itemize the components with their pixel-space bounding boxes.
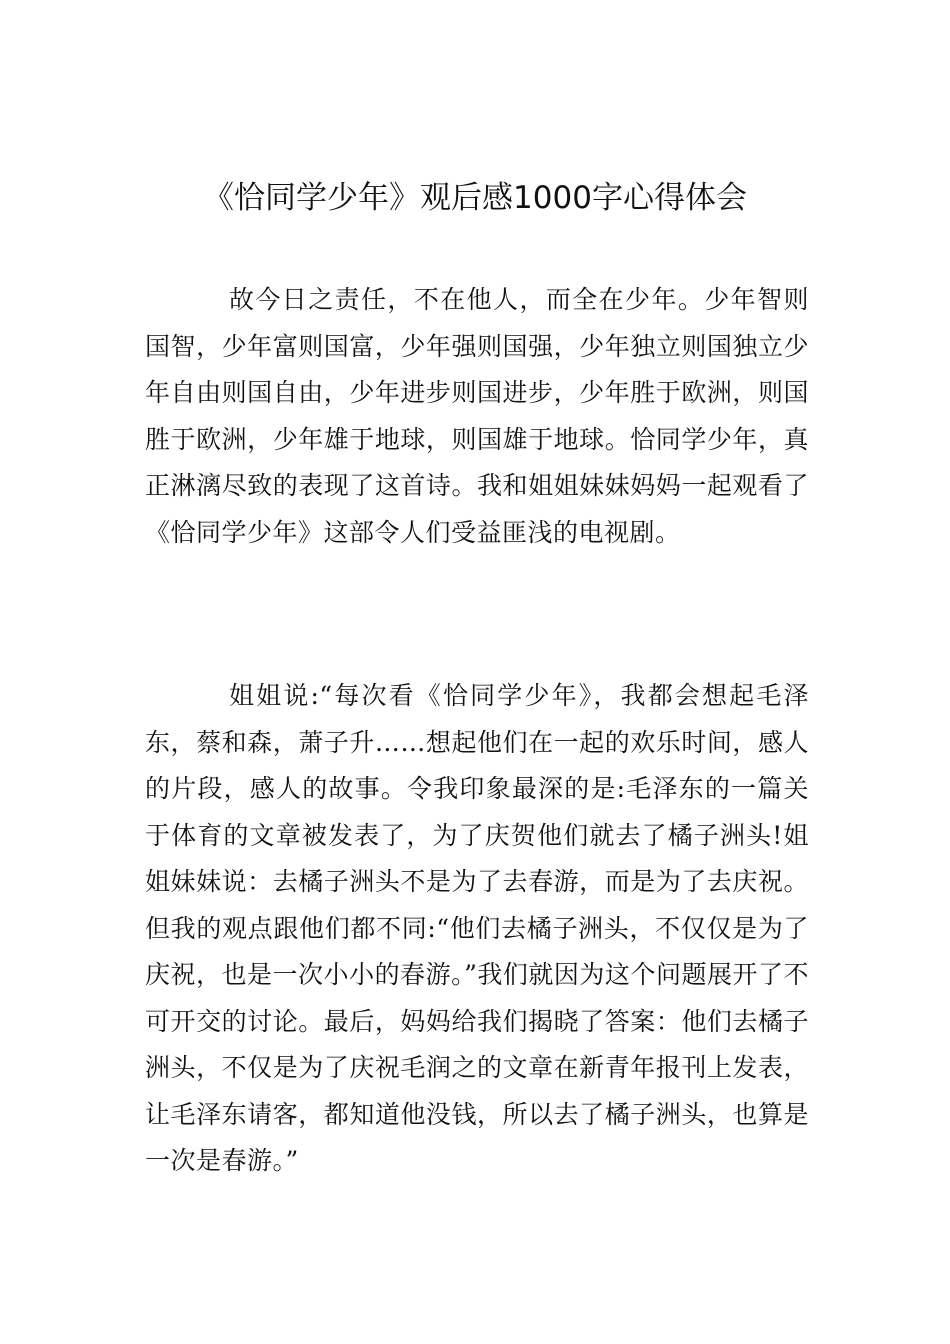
- paragraph-1: 故今日之责任，不在他人，而全在少年。少年智则国智，少年富则国富，少年强则国强，少年独立则国独立少年自由则国自由，少年进步则国进步，少年胜于欧洲，则国胜于欧洲，少年雄于地球，则国雄于地球。恰同学少年，真正淋漓尽致的表现了这首诗。我和姐姐妹妹妈妈一起观看了《恰同学少年》这部令人们受益匪浅的电视剧。: [145, 285, 809, 547]
- paragraph-2: 姐姐说:“每次看《恰同学少年》，我都会想起毛泽东，蔡和森，萧子升……想起他们在一起的欢乐时间，感人的片段，感人的故事。令我印象最深的是:毛泽东的一篇关于体育的文章被发表了，为了庆贺他们就去了橘子洲头!姐姐妹妹说：去橘子洲头不是为了去春游，而是为了去庆祝。但我的观点跟他们都不同:“他们去橘子洲头，不仅仅是为了庆祝，也是一次小小的春游。”我们就因为这个问题展开了不可开交的讨论。最后，妈妈给我们揭晓了答案：他们去橘子洲头，不仅是为了庆祝毛润之的文章在新青年报刊上发表，让毛泽东请客，都知道他没钱，所以去了橘子洲头，也算是一次是春游。”: [145, 681, 809, 1175]
- document-title: 《恰同学少年》观后感1000字心得体会: [203, 180, 747, 216]
